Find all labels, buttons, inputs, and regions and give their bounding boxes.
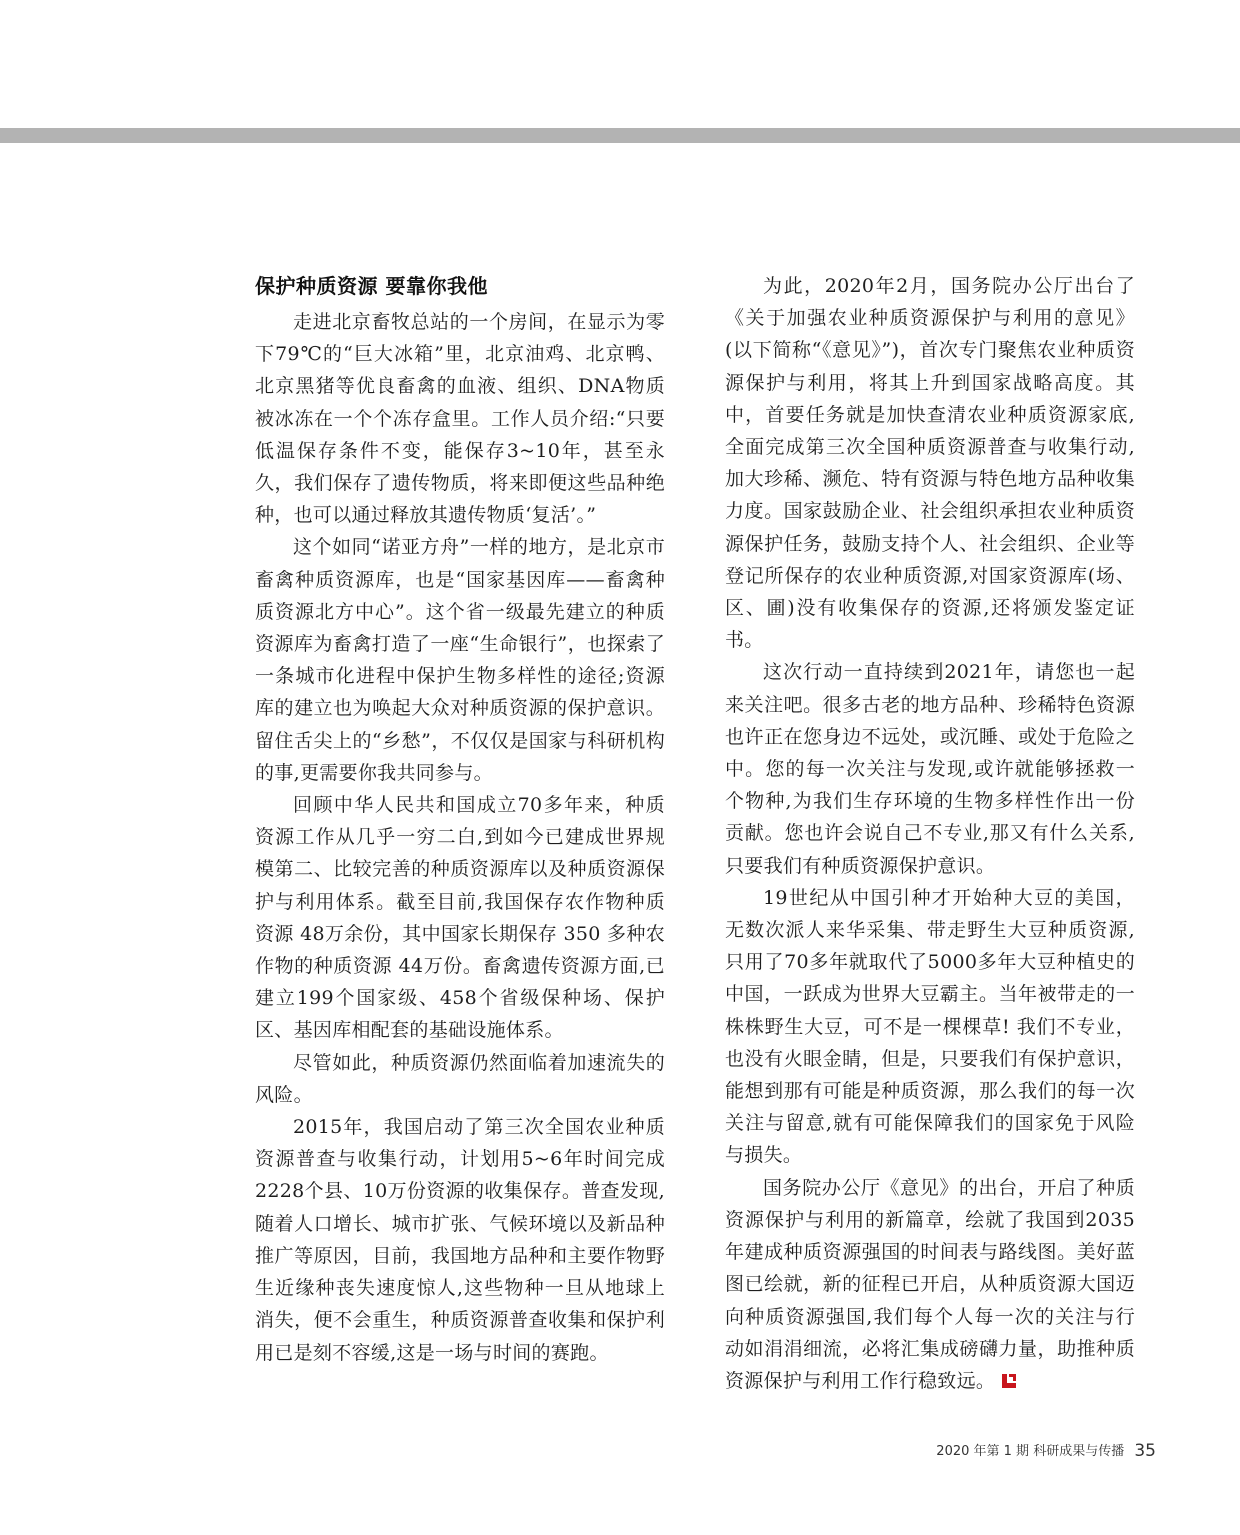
article-end-mark-icon (1001, 1373, 1017, 1389)
paragraph: 2015年，我国启动了第三次全国农业种质资源普查与收集行动，计划用5~6年时间完成2228个县、10万份资源的收集保存。普查发现,随着人口增长、城市扩张、气候环境以及新品种推广等原因，目前，我国地方品种和主要作物野生近缘种丧失速度惊人,这些物种一旦从地球上消失，便不会重生，种质资源普查收集和保护利用已是刻不容缓,这是一场与时间的赛跑。 (255, 1116, 665, 1364)
issue-label: 2020 年第 1 期 (936, 1444, 1030, 1459)
paragraph: 尽管如此，种质资源仍然面临着加速流失的风险。 (255, 1051, 665, 1106)
paragraph: 回顾中华人民共和国成立70多年来，种质资源工作从几乎一穷二白,到如今已建成世界规模第二、比较完善的种质资源库以及种质资源保护与利用体系。截至目前,我国保存农作物种质资源 48万余份，其中国家长期保存 350 多种农作物的种质资源 44万份。畜禽遗传资源方面,已建立199个国家级、458个省级保种场、保护区、基因库相配套的基础设施体系。 (255, 794, 665, 1042)
left-column (255, 270, 665, 1369)
journal-name: 科研成果与传播 (1033, 1444, 1125, 1459)
paragraph-text: 国务院办公厅《意见》的出台，开启了种质资源保护与利用的新篇章，绘就了我国到2035年建成种质资源强国的时间表与路线图。美好蓝图已绘就，新的征程已开启，从种质资源大国迈向种质资源强国,我们每个人每一次的关注与行动如涓涓细流，必将汇集成磅礴力量，助推种质资源保护与利用工作行稳致远。 (725, 1176, 1135, 1392)
right-column (725, 270, 1135, 1397)
paragraph: 为此，2020年2月，国务院办公厅出台了《关于加强农业种质资源保护与利用的意见》(以下简称“《意见》”)，首次专门聚焦农业种质资源保护与利用，将其上升到国家战略高度。其中，首要任务就是加快查清农业种质资源家底,全面完成第三次全国种质资源普查与收集行动,加大珍稀、濒危、特有资源与特色地方品种收集力度。国家鼓励企业、社会组织承担农业种质资源保护任务，鼓励支持个人、社会组织、企业等登记所保存的农业种质资源,对国家资源库(场、区、圃)没有收集保存的资源,还将颁发鉴定证书。 (725, 275, 1135, 652)
page-number: 35 (1134, 1441, 1156, 1461)
page-footer (936, 1440, 1156, 1461)
paragraph: 这次行动一直持续到2021年，请您也一起来关注吧。很多古老的地方品种、珍稀特色资源也许正在您身边不远处，或沉睡、或处于危险之中。您的每一次关注与发现,或许就能够拯救一个物种,为我们生存环境的生物多样性作出一份贡献。您也许会说自己不专业,那又有什么关系,只要我们有种质资源保护意识。 (725, 661, 1135, 877)
last-paragraph (725, 1172, 1135, 1397)
paragraph: 19世纪从中国引种才开始种大豆的美国，无数次派人来华采集、带走野生大豆种质资源,只用了70多年就取代了5000多年大豆种植史的中国，一跃成为世界大豆霸主。当年被带走的一株株野生大豆，可不是一棵棵草! 我们不专业，也没有火眼金睛，但是，只要我们有保护意识，能想到那有可能是种质资源，那么我们的每一次关注与留意,就有可能保障我们的国家免于风险与损失。 (725, 886, 1135, 1167)
top-divider-band (0, 128, 1240, 143)
section-heading: 保护种质资源 要靠你我他 (255, 274, 488, 298)
paragraph: 这个如同“诺亚方舟”一样的地方，是北京市畜禽种质资源库，也是“国家基因库——畜禽种质资源北方中心”。这个省一级最先建立的种质资源库为畜禽打造了一座“生命银行”，也探索了一条城市化进程中保护生物多样性的途径;资源库的建立也为唤起大众对种质资源的保护意识。留住舌尖上的“乡愁”，不仅仅是国家与科研机构的事,更需要你我共同参与。 (255, 536, 665, 784)
paragraph: 走进北京畜牧总站的一个房间，在显示为零下79℃的“巨大冰箱”里，北京油鸡、北京鸭、北京黑猪等优良畜禽的血液、组织、DNA物质被冰冻在一个个冻存盒里。工作人员介绍:“只要低温保存条件不变，能保存3~10年，甚至永久，我们保存了遗传物质，将来即便这些品种绝种，也可以通过释放其遗传物质‘复活’。” (255, 311, 665, 527)
